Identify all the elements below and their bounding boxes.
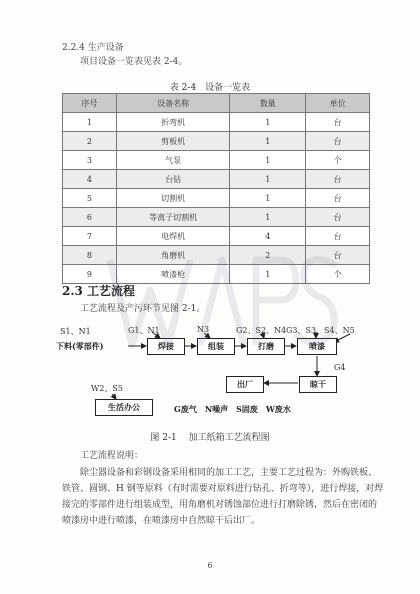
box-grind: 打磨 (247, 338, 285, 355)
table-cell: 2 (63, 132, 117, 151)
table-cell: 切割机 (116, 189, 230, 208)
label-g1n1: G1、N1 (128, 326, 160, 335)
table-cell: 3 (63, 151, 117, 170)
label-g4: G4 (334, 363, 346, 372)
table-cell: 6 (63, 208, 117, 227)
table-cell: 台钻 (116, 170, 230, 189)
table-cell: 4 (63, 170, 117, 189)
table-cell: 1 (230, 132, 306, 151)
header-cell: 序号 (63, 94, 117, 113)
label-g3s3s4n5: G3、S3、S4、N5 (286, 326, 355, 335)
section-heading-2-2-4: 2.2.4 生产设备 (62, 43, 124, 53)
figure-caption: 图 2-1 加工纸箱工艺流程图 (150, 433, 270, 443)
start-node-cutting: 下料(零部件) (56, 341, 104, 351)
table-cell: 台 (306, 227, 370, 246)
table-cell: 折弯机 (116, 113, 230, 132)
table-cell: 等离子切割机 (116, 208, 230, 227)
table-cell: 1 (230, 170, 306, 189)
table-cell: 8 (63, 246, 117, 265)
page-number: 6 (207, 561, 213, 570)
flow-intro-text: 工艺流程及产污环节见图 2-1。 (80, 304, 206, 314)
table-intro-text: 项目设备一览表见表 2-4。 (80, 57, 188, 67)
table-caption: 表 2-4 设备一览表 (169, 83, 251, 93)
diagram-legend: G废气 N噪声 S固废 W废水 (174, 404, 291, 414)
table-cell: 台 (306, 246, 370, 265)
header-cell: 设备名称 (116, 94, 230, 113)
table-cell: 1 (230, 113, 306, 132)
label-s1n1: S1、N1 (60, 327, 91, 336)
table-cell: 个 (306, 265, 370, 284)
table-cell: 1 (230, 189, 306, 208)
box-assemble: 组装 (197, 338, 235, 355)
label-g2s2n4: G2、S2、N4 (236, 326, 287, 335)
table-cell: 5 (63, 189, 117, 208)
table-cell: 2 (230, 246, 306, 265)
table-cell: 1 (230, 265, 306, 284)
table-cell: 1 (230, 151, 306, 170)
table-cell: 台 (306, 208, 370, 227)
table-cell: 台 (306, 189, 370, 208)
table-cell: 台 (306, 170, 370, 189)
flow-desc-line: 除尘器设备和彩钢设备采用相同的加工工艺，主要工艺过程为：外购铁板、 (80, 468, 378, 478)
section-heading-2-3: 2.3 工艺流程 (62, 284, 136, 298)
header-cell: 单位 (306, 94, 370, 113)
box-paint: 喷漆 (297, 338, 337, 355)
table-cell: 剪板机 (116, 132, 230, 151)
flow-desc-heading: 工艺流程说明： (80, 451, 144, 461)
flow-desc-line: 接完的零部件进行组装成型，用角磨机对锈蚀部位进行打磨除锈，然后在密闭的 (62, 500, 378, 510)
flow-desc-line: 铁管、圆钢、H 钢等原料（有时需要对原料进行钻孔、折弯等），进行焊接，对焊 (62, 484, 384, 494)
box-weld: 焊接 (147, 338, 185, 355)
box-office: 生活办公 (95, 399, 153, 416)
table-cell: 7 (63, 227, 117, 246)
box-ship: 出厂 (226, 376, 264, 393)
table-cell: 角磨机 (116, 246, 230, 265)
table-cell: 台 (306, 113, 370, 132)
table-cell: 喷漆枪 (116, 265, 230, 284)
table-cell: 台 (306, 132, 370, 151)
label-w2s5: W2、S5 (91, 384, 123, 393)
table-cell: 9 (63, 265, 117, 284)
table-cell: 4 (230, 227, 306, 246)
header-cell: 数量 (230, 94, 306, 113)
flow-desc-line: 喷漆房中进行喷漆，在喷漆房中自然晾干后出厂。 (62, 516, 261, 526)
table-cell: 气泵 (116, 151, 230, 170)
table-cell: 个 (306, 151, 370, 170)
box-dry: 晾干 (299, 376, 337, 393)
table-cell: 电焊机 (116, 227, 230, 246)
label-n3: N3 (197, 325, 210, 334)
table-cell: 1 (63, 113, 117, 132)
table-cell: 1 (230, 208, 306, 227)
